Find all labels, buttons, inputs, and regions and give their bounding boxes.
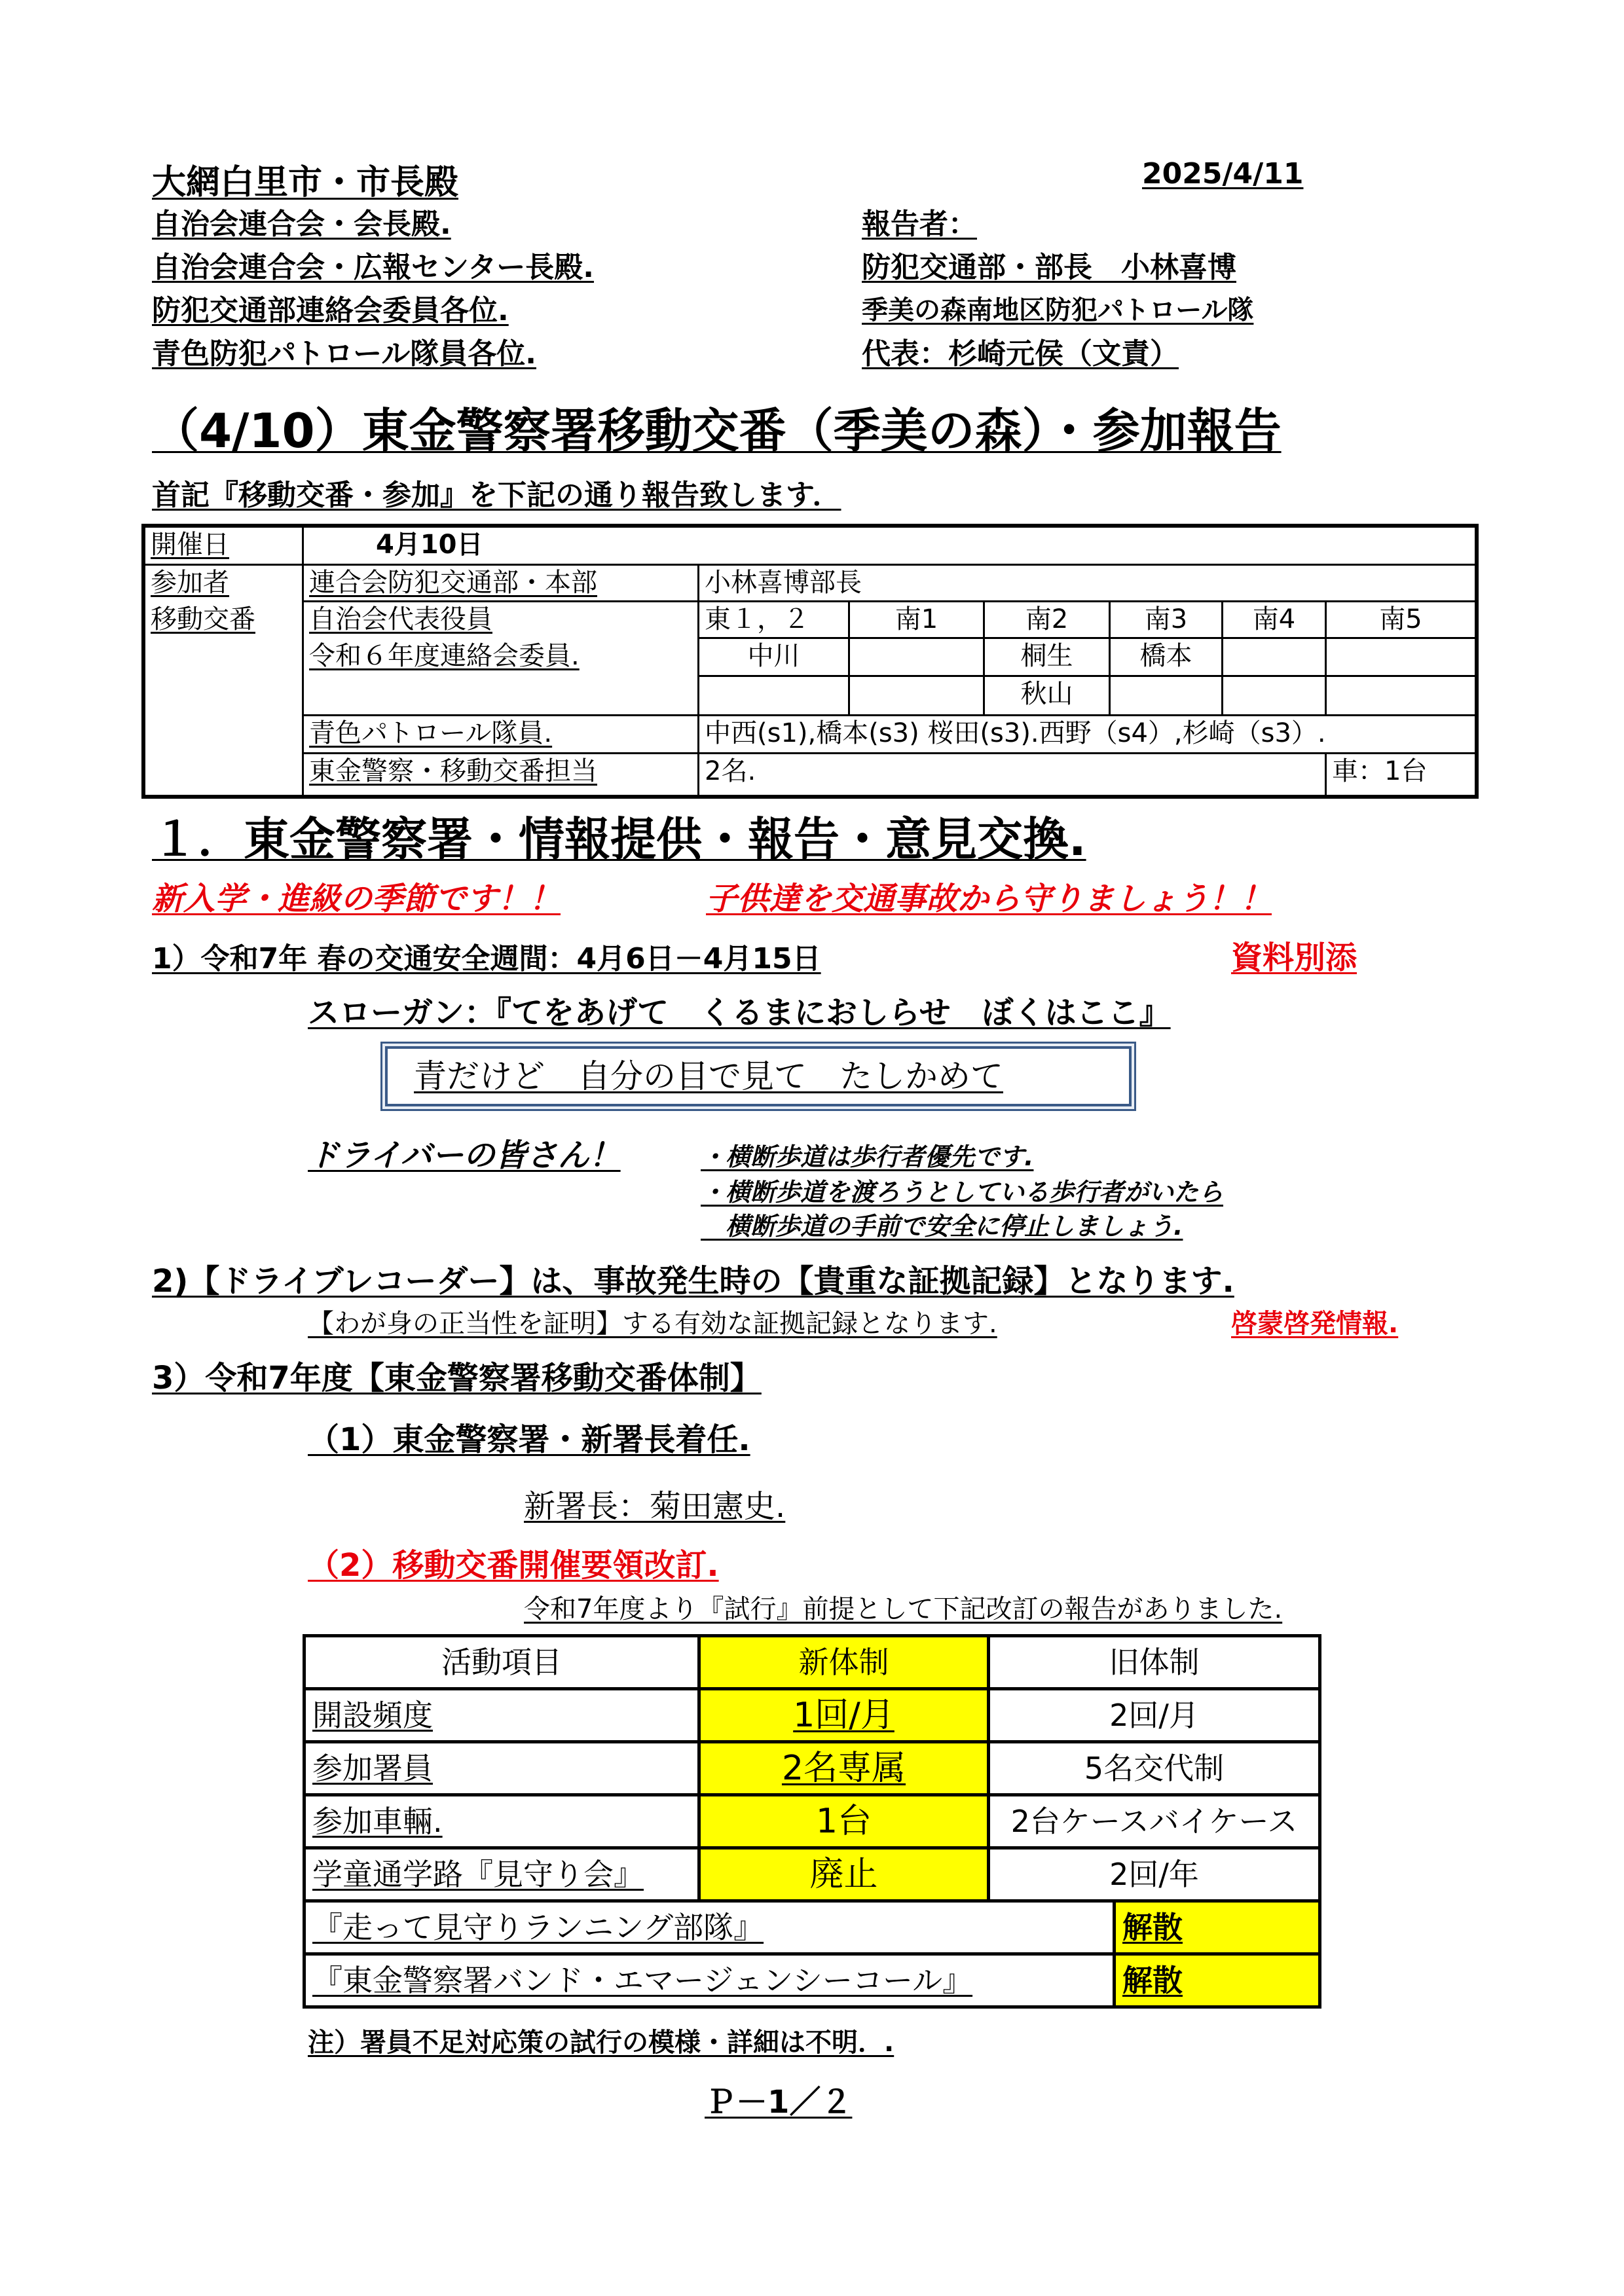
item3-new-chief: （1）東金警察署・新署長着任.	[308, 1421, 750, 1458]
row-vehicle-old: 2台ケースバイケース	[987, 1793, 1321, 1850]
row-staff-old: 5名交代制	[987, 1740, 1321, 1796]
item2-sub: 【わが身の正当性を証明】する有効な証拠記録となります.	[308, 1309, 997, 1339]
row-band-status: 解散	[1113, 1952, 1321, 2009]
member-south3: 橋本	[1111, 639, 1223, 677]
row-school-watch-new: 廃止	[697, 1846, 990, 1903]
page-number: Ｐ－1／２	[705, 2084, 853, 2121]
area-south5: 南5	[1327, 602, 1475, 639]
item3-heading: 3）令和7年度【東金警察署移動交番体制】	[152, 1360, 762, 1396]
area-east12: 東１，２	[699, 602, 850, 639]
item1-safety-week: 1）令和7年 春の交通安全週間：4月6日－4月15日	[152, 942, 821, 975]
police-car: 車：1台	[1332, 756, 1428, 786]
row-running-unit-status: 解散	[1113, 1899, 1321, 1956]
member-south2: 桐生	[985, 639, 1111, 677]
page-title: （4/10）東金警察署移動交番（季美の森）・参加報告	[152, 403, 1282, 458]
header-activity: 活動項目	[303, 1634, 701, 1690]
org-headquarters: 連合会防犯交通部・本部	[304, 566, 699, 602]
area-south1: 南1	[850, 602, 985, 639]
driver-note-3: 横断歩道の手前で安全に停止しましょう.	[701, 1212, 1183, 1241]
police-count: 2名.	[699, 754, 1327, 795]
report-date: 2025/4/11	[1142, 157, 1304, 191]
footnote: 注）署員不足対応策の試行の模様・詳細は不明．.	[308, 2028, 895, 2058]
member2-east12	[699, 677, 850, 716]
item3-revision: （2）移動交番開催要領改訂.	[308, 1547, 719, 1584]
row-band-item: 『東金警察署バンド・エマージェンシーコール』	[303, 1952, 1116, 2009]
driver-note-1: ・横断歩道は歩行者優先です.	[701, 1142, 1034, 1171]
row-running-unit-item: 『走って見守りランニング部隊』	[303, 1899, 1116, 1956]
headquarters-member: 小林喜博部長	[699, 566, 1475, 602]
slogan-box	[385, 1046, 1132, 1106]
blue-patrol-members: 中西(s1),橋本(s3) 桜田(s3).西野（s4）,杉崎（s3）.	[699, 716, 1475, 754]
item1-attachment: 資料別添	[1231, 939, 1357, 976]
date-label: 開催日	[145, 528, 304, 566]
reporter-role: 防犯交通部・部長 小林喜博	[862, 251, 1236, 284]
row-vehicle-item: 参加車輛.	[303, 1793, 701, 1850]
driver-note-2: ・横断歩道を渡ろうとしている歩行者がいたら	[701, 1178, 1224, 1207]
drivers-callout: ドライバーの皆さん！	[308, 1137, 621, 1174]
header-old-system: 旧体制	[987, 1634, 1321, 1690]
comparison-table	[303, 1634, 1321, 2009]
org-police: 東金警察・移動交番担当	[304, 754, 699, 795]
header-new-system: 新体制	[697, 1634, 990, 1690]
section1-heading: １．東金警察署・情報提供・報告・意見交換.	[152, 812, 1086, 866]
row-frequency-new: 1回/月	[697, 1687, 990, 1743]
area-south2: 南2	[985, 602, 1111, 639]
mobile-police-box-label: 移動交番	[145, 602, 304, 795]
addressee-mayor: 大網白里市・市長殿	[152, 163, 459, 202]
item3-revision-sub: 令和7年度より『試行』前提として下記改訂の報告がありました.	[524, 1594, 1283, 1624]
row-staff-item: 参加署員	[303, 1740, 701, 1796]
slogan-label: スローガン：『てをあげて くるまにおしらせ ぼくはここ』	[308, 994, 1171, 1031]
row-frequency-item: 開設頻度	[303, 1687, 701, 1743]
row-school-watch-item: 学童通学路『見守り会』	[303, 1846, 701, 1903]
row-school-watch-old: 2回/年	[987, 1846, 1321, 1903]
addressee-patrol: 青色防犯パトロール隊員各位.	[152, 337, 536, 371]
slogan-text: 青だけど 自分の目で見て たしかめて	[414, 1057, 1003, 1095]
info-table	[141, 524, 1479, 799]
member-east12: 中川	[699, 639, 850, 677]
member2-south3	[1111, 677, 1223, 716]
member-south4	[1223, 639, 1327, 677]
intro-text: 首記『移動交番・参加』を下記の通り報告致します．	[152, 479, 841, 512]
area-south3: 南3	[1111, 602, 1223, 639]
item2-red-note: 啓蒙啓発情報.	[1231, 1309, 1399, 1339]
member2-south4	[1223, 677, 1327, 716]
reporter-org: 季美の森南地区防犯パトロール隊	[862, 295, 1254, 325]
row-frequency-old: 2回/月	[987, 1687, 1321, 1743]
org-blue-patrol: 青色パトロール隊員.	[304, 716, 699, 754]
addressee-federation-chair: 自治会連合会・会長殿.	[152, 208, 451, 241]
member-south5	[1327, 639, 1475, 677]
red-banner-a: 新入学・進級の季節です！！	[152, 881, 561, 917]
member2-south1	[850, 677, 985, 716]
member2-south2: 秋山	[985, 677, 1111, 716]
org-committee: 令和６年度連絡会委員.	[304, 639, 699, 716]
date-value: 4月10日	[304, 528, 1475, 566]
row-staff-new: 2名専属	[697, 1740, 990, 1796]
member2-south5	[1327, 677, 1475, 716]
org-neighborhood: 自治会代表役員	[304, 602, 699, 639]
item3-new-chief-name: 新署長：菊田憲史.	[524, 1488, 786, 1525]
area-south4: 南4	[1223, 602, 1327, 639]
addressee-committee: 防犯交通部連絡会委員各位.	[152, 294, 509, 327]
item2-drive-recorder: 2)【ドライブレコーダー】は、事故発生時の【貴重な証拠記録】となります.	[152, 1263, 1234, 1300]
red-banner-b: 子供達を交通事故から守りましょう！！	[706, 881, 1272, 917]
member-south1	[850, 639, 985, 677]
participants-label: 参加者	[145, 566, 304, 602]
addressee-pr-center: 自治会連合会・広報センター長殿.	[152, 251, 594, 284]
row-vehicle-new: 1台	[697, 1793, 990, 1850]
reporter-representative: 代表：杉崎元侯（文責）	[862, 337, 1179, 371]
reporter-label: 報告者：	[862, 208, 977, 241]
